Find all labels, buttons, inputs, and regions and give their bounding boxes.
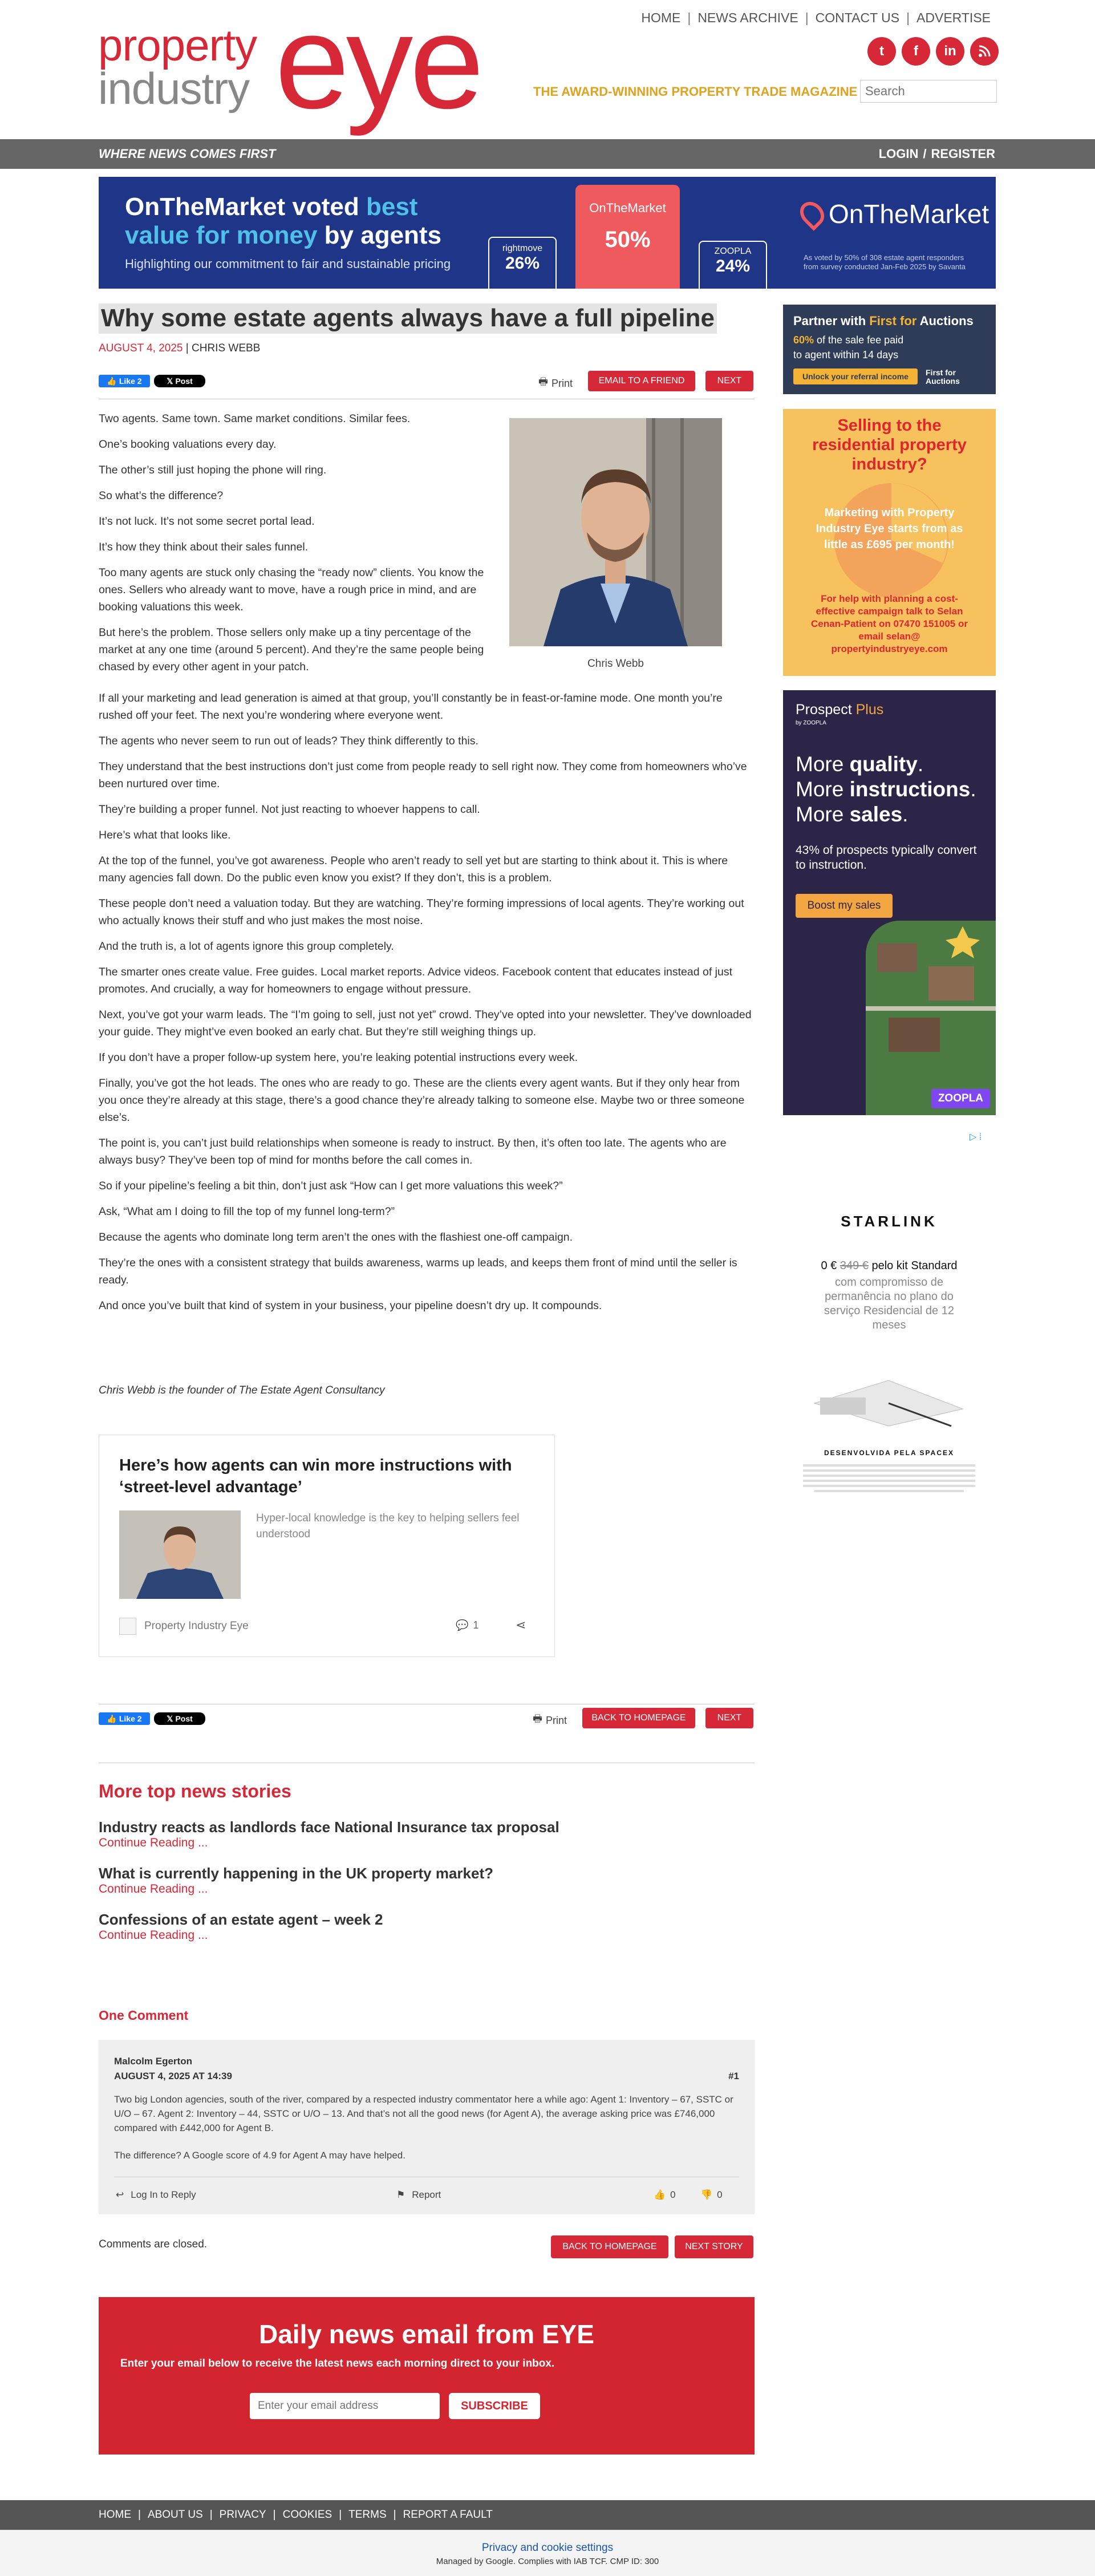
- comment-text: Two big London agencies, south of the river, compared by a respected industry commentator here a while ago: Agent 1: Inventory – 67, SSTC or U/O – 67. Agent 2: Inventory – 44, SSTC or U/O – 13. And that’s not all the good news (for Agent A), the average asking price was £746,000 compared with £442,000 for Agent B.: [114, 2094, 733, 2133]
- comment-icon: 💬: [456, 1619, 469, 1631]
- printer-icon: 🖶: [538, 376, 548, 387]
- social-links: [867, 37, 999, 66]
- article-body-bottom: [99, 690, 755, 1323]
- otm-brand-text: OnTheMarket: [829, 199, 989, 229]
- more-stories-list: [99, 1818, 755, 1957]
- story-title[interactable]: What is currently happening in the UK property market?: [99, 1865, 493, 1882]
- thumbs-up-icon: 👍: [107, 1714, 117, 1723]
- comments-closed: Comments are closed.: [99, 2238, 208, 2250]
- footer: [0, 2500, 1095, 2530]
- email-to-friend-button[interactable]: EMAIL TO A FRIEND: [588, 371, 695, 391]
- auctions-cta[interactable]: Unlock your referral income: [793, 368, 918, 384]
- embed-thumbnail: [119, 1510, 241, 1599]
- paragraph: One’s booking valuations every day.: [99, 438, 277, 451]
- paragraph: They’re building a proper funnel. Not just reacting to whoever happens to call.: [99, 803, 480, 816]
- author-photo: [509, 418, 722, 646]
- otm-box: [575, 185, 680, 289]
- embed-title[interactable]: Here’s how agents can win more instructions with ‘street-level advantage’: [119, 1456, 512, 1496]
- zoopla-label: ZOOPLA: [714, 246, 752, 256]
- next-button[interactable]: NEXT: [705, 371, 753, 391]
- slogan: WHERE NEWS COMES FIRST: [99, 147, 276, 161]
- newsletter-signup: [99, 2297, 755, 2455]
- paragraph: Next, you’ve got your warm leads. The “I’m going to sell, just not yet” crowd. They’ve opted into your newsletter. They’ve downloaded your guide. They might’ve even booked an early chat. But they’re still weighing things up.: [99, 1008, 752, 1038]
- footer-report-fault[interactable]: REPORT A FAULT: [403, 2509, 493, 2521]
- article-title: Why some estate agents always have a full pipeline: [99, 303, 717, 334]
- location-pin-icon: [795, 197, 829, 230]
- login-link[interactable]: LOGIN: [878, 147, 919, 161]
- banner-footnote: As voted by 50% of 308 estate agent responders from survey conducted Jan-Feb 2025 by Savanta: [804, 253, 966, 271]
- paragraph: Ask, “What am I doing to fill the top of my funnel long-term?”: [99, 1205, 395, 1218]
- article-body-top: [99, 410, 489, 684]
- more-stories-heading: More top news stories: [99, 1781, 291, 1801]
- share-icon[interactable]: ⋖: [516, 1618, 526, 1632]
- prospect-plus-ad[interactable]: Prospect Plus by ZOOPLA More quality. More instructions. More sales. 43% of prospects typically convert to instruction. Boost my sales ZOOPLA: [783, 690, 996, 1115]
- continue-reading-link[interactable]: Continue Reading ...: [99, 1882, 208, 1895]
- comment-text: The difference? A Google score of 4.9 for Agent A may have helped.: [114, 2150, 405, 2161]
- next-button[interactable]: NEXT: [705, 1708, 753, 1728]
- footer-privacy[interactable]: PRIVACY: [219, 2509, 266, 2521]
- paragraph: It’s how they think about their sales funnel.: [99, 541, 309, 553]
- print-button[interactable]: 🖶 Print: [538, 375, 573, 392]
- x-icon: 𝕏: [167, 1714, 173, 1723]
- paragraph: It’s not luck. It’s not some secret portal lead.: [99, 515, 315, 528]
- reply-icon: ↩: [116, 2189, 124, 2200]
- search-input[interactable]: [860, 80, 997, 103]
- otm-brand: [801, 199, 989, 229]
- rightmove-pct: 26%: [505, 254, 540, 273]
- thumbs-up-icon: 👍: [107, 376, 117, 386]
- story-item: [99, 1818, 755, 1865]
- article-date: AUGUST 4, 2025: [99, 342, 183, 354]
- zoopla-pct: 24%: [715, 257, 751, 276]
- paragraph: Because the agents who dominate long term aren’t the ones with the flashiest one-off campaign.: [99, 1231, 573, 1244]
- thumbs-up-icon: 👍: [654, 2189, 666, 2200]
- cmp-notice: Managed by Google. Complies with IAB TCF. CMP ID: 300: [436, 2557, 659, 2566]
- comment-date: AUGUST 4, 2025 AT 14:39: [114, 2071, 232, 2081]
- paragraph: So what’s the difference?: [99, 489, 224, 502]
- author-bio: Chris Webb is the founder of The Estate Agent Consultancy: [99, 1384, 385, 1396]
- paragraph: These people don’t need a valuation today. But they are watching. They’re forming impressions of local agents. They’re working out who actually knows their stuff and who just makes the most noise.: [99, 897, 744, 927]
- continue-reading-link[interactable]: Continue Reading ...: [99, 1929, 208, 1942]
- paragraph: The point is, you can’t just build relationships when someone is ready to instruct. By then, it’s often too late. The agents who are always busy? They’ve been top of mind for months before the call comes in.: [99, 1137, 727, 1167]
- adchoices-icon[interactable]: ▷ ⁞: [970, 1132, 982, 1142]
- aerial-photo: [866, 921, 996, 1115]
- nav-home[interactable]: HOME: [641, 10, 681, 25]
- embed-comments[interactable]: 💬 1: [456, 1619, 479, 1631]
- footer-terms[interactable]: TERMS: [348, 2509, 387, 2521]
- tagline: THE AWARD-WINNING PROPERTY TRADE MAGAZINE: [533, 84, 858, 99]
- footer-links: HOME | ABOUT US | PRIVACY | COOKIES | TERMS | REPORT A FAULT: [99, 2509, 493, 2521]
- paragraph: The other’s still just hoping the phone will ring.: [99, 464, 327, 476]
- ad-contact: For help with planning a cost-effective campaign talk to Selan Cenan-Patient on 07470 151005 or email selan@ propertyindustryeye.com: [811, 593, 968, 654]
- article-meta: AUGUST 4, 2025 | CHRIS WEBB: [99, 342, 261, 354]
- prospect-brand: Prospect Plus: [796, 702, 884, 718]
- footer-cookies[interactable]: COOKIES: [282, 2509, 332, 2521]
- prospect-stat: 43% of prospects typically convert to instruction.: [796, 844, 977, 872]
- paragraph: At the top of the funnel, you’ve got awareness. People who aren’t ready to sell yet but are starting to think about it. This is where many agencies fall down. Do the public even know you exist? If they don’t, this is a problem.: [99, 854, 728, 884]
- onthemarket-banner[interactable]: [99, 177, 996, 289]
- paragraph: Finally, you’ve got the hot leads. The ones who are ready to go. These are the clients every agent wants. But if they only hear from you once they’re already at this stage, there’s a good chance they’re already talking to someone else. Maybe two or three someone else’s.: [99, 1077, 745, 1124]
- facebook-like-button[interactable]: 👍 Like 2: [99, 1712, 150, 1725]
- article-author[interactable]: CHRIS WEBB: [192, 342, 261, 354]
- x-icon: 𝕏: [167, 376, 173, 386]
- embed-excerpt: Hyper-local knowledge is the key to helping sellers feel understood: [256, 1512, 520, 1540]
- starlink-sub: com compromisso de permanência no plano do serviço Residencial de 12 meses: [824, 1276, 954, 1331]
- logo-industry-text: industry: [98, 63, 250, 114]
- starlink-dish-graphic: [809, 1369, 968, 1432]
- printer-icon: 🖶: [533, 1713, 542, 1724]
- facebook-like-button[interactable]: 👍 Like 2: [99, 375, 150, 387]
- back-to-homepage-button[interactable]: BACK TO HOMEPAGE: [551, 2235, 668, 2258]
- thumbs-down-icon: 👎: [700, 2189, 713, 2200]
- zoopla-box: [699, 241, 767, 289]
- ad-body: Marketing with Property Industry Eye starts from as little as £695 per month!: [816, 507, 963, 551]
- starlink-fine-print: [803, 1461, 975, 1513]
- top-nav: HOME | NEWS ARCHIVE | CONTACT US | ADVERTISE: [641, 10, 991, 25]
- paragraph: Here’s what that looks like.: [99, 829, 231, 841]
- comment-number: #1: [728, 2071, 739, 2081]
- auth-links: LOGIN / REGISTER: [878, 147, 995, 161]
- logo-eye-text: eye: [275, 0, 481, 136]
- rss-icon[interactable]: [970, 37, 999, 66]
- story-title[interactable]: Confessions of an estate agent – week 2: [99, 1911, 383, 1928]
- paragraph: Two agents. Same town. Same market conditions. Similar fees.: [99, 412, 411, 425]
- footer-home[interactable]: HOME: [99, 2509, 131, 2521]
- back-to-homepage-button[interactable]: BACK TO HOMEPAGE: [582, 1708, 695, 1728]
- reply-button[interactable]: ↩ Log In to Reply: [116, 2189, 196, 2200]
- nav-news-archive[interactable]: NEWS ARCHIVE: [697, 10, 798, 25]
- banner-line-1: OnTheMarket voted best: [125, 193, 418, 221]
- embed-source[interactable]: Property Industry Eye: [119, 1618, 249, 1635]
- footer-about-us[interactable]: ABOUT US: [147, 2509, 203, 2521]
- newsletter-email-input[interactable]: [250, 2393, 440, 2419]
- ad-heading: Selling to the residential property industry?: [812, 416, 967, 473]
- top-bar: [0, 139, 1095, 169]
- continue-reading-link[interactable]: Continue Reading ...: [99, 1836, 208, 1849]
- nav-contact-us[interactable]: CONTACT US: [815, 10, 900, 25]
- logo[interactable]: [98, 0, 481, 136]
- auctions-line3: to agent within 14 days: [793, 349, 899, 361]
- paragraph: The smarter ones create value. Free guides. Local market reports. Advice videos. Facebook content that educates instead of just promotes. And crucially, a way for homeowners to engage without pressure.: [99, 966, 733, 995]
- story-item: [99, 1911, 755, 1957]
- facebook-icon[interactable]: f: [902, 37, 930, 66]
- site-favicon-icon: [119, 1618, 136, 1635]
- paragraph: They understand that the best instructions don’t just come from people ready to sell right now. They come from homeowners who’ve been nurtured over time.: [99, 760, 747, 790]
- next-story-button[interactable]: NEXT STORY: [675, 2235, 753, 2258]
- print-button[interactable]: 🖶 Print: [533, 1712, 567, 1729]
- banner-line-2: value for money by agents: [125, 221, 442, 249]
- linkedin-icon[interactable]: in: [936, 37, 964, 66]
- paragraph: But here’s the problem. Those sellers only make up a tiny percentage of the market at any one time (around 5 percent). And they’re the same people being chased by every other agent in your patch.: [99, 626, 484, 673]
- subscribe-button[interactable]: SUBSCRIBE: [449, 2393, 540, 2419]
- paragraph: If you don’t have a proper follow-up system here, you’re leaking potential instructions every week.: [99, 1051, 578, 1064]
- upvote-button[interactable]: 👍 0: [654, 2189, 676, 2200]
- starlink-price: 0 € 349 € pelo kit Standard: [821, 1259, 958, 1272]
- comment-author: Malcolm Egerton: [114, 2056, 192, 2067]
- starlink-ad[interactable]: [797, 1209, 981, 1517]
- prospect-by: by ZOOPLA: [796, 720, 826, 726]
- spacex-label: DESENVOLVIDA PELA SPACEX: [824, 1449, 955, 1457]
- otm-label: OnTheMarket: [589, 201, 666, 215]
- paragraph: And once you’ve built that kind of system in your business, your pipeline doesn’t dry up. It compounds.: [99, 1299, 602, 1312]
- downvote-button[interactable]: 👎 0: [700, 2189, 723, 2200]
- logo-property-text: property: [98, 20, 257, 70]
- flag-icon: ⚑: [396, 2189, 405, 2200]
- privacy-settings-link[interactable]: Privacy and cookie settings: [481, 2542, 614, 2554]
- otm-pct: 50%: [605, 227, 651, 252]
- x-post-button[interactable]: 𝕏 Post: [154, 375, 205, 387]
- paragraph: And the truth is, a lot of agents ignore this group completely.: [99, 940, 394, 953]
- x-post-button[interactable]: 𝕏 Post: [154, 1712, 205, 1725]
- zoopla-badge: ZOOPLA: [931, 1089, 990, 1108]
- register-link[interactable]: REGISTER: [931, 147, 995, 161]
- advertise-with-us-ad[interactable]: [783, 409, 996, 676]
- newsletter-title: Daily news email from EYE: [258, 2319, 594, 2349]
- story-title[interactable]: Industry reacts as landlords face National Insurance tax proposal: [99, 1818, 559, 1836]
- starlink-brand: STARLINK: [841, 1213, 938, 1230]
- comment: [99, 2040, 755, 2214]
- paragraph: Too many agents are stuck only chasing the “ready now” clients. You know the ones. Sellers who already want to move, have a rough price in mind, and are booking valuations this week.: [99, 566, 484, 613]
- paragraph: They’re the ones with a consistent strategy that builds awareness, warms up leads, and keeps them front of mind until the seller is ready.: [99, 1257, 737, 1286]
- comments-heading: One Comment: [99, 2008, 189, 2023]
- consent-bar: [0, 2530, 1095, 2576]
- photo-caption: Chris Webb: [587, 658, 644, 670]
- paragraph: If all your marketing and lead generation is aimed at that group, you’ll constantly be in feast-or-famine mode. One month you’re rushed off your feet. The next you’re wondering where everyone went.: [99, 692, 723, 722]
- boost-sales-button[interactable]: Boost my sales: [796, 894, 893, 918]
- paragraph: The agents who never seem to run out of leads? They think differently to this.: [99, 735, 478, 747]
- twitter-icon[interactable]: t: [867, 37, 896, 66]
- banner-subtitle: Highlighting our commitment to fair and sustainable pricing: [125, 257, 451, 271]
- embedded-post-card[interactable]: [99, 1435, 555, 1657]
- rightmove-box: [488, 237, 557, 289]
- auctions-logo: First for Auctions: [926, 368, 960, 386]
- paragraph: So if your pipeline’s feeling a bit thin, don’t just ask “How can I get more valuations this week?”: [99, 1180, 563, 1192]
- rightmove-label: rightmove: [502, 244, 543, 253]
- nav-advertise[interactable]: ADVERTISE: [916, 10, 991, 25]
- report-button[interactable]: ⚑ Report: [396, 2189, 441, 2200]
- newsletter-subtitle: Enter your email below to receive the latest news each morning direct to your inbox.: [120, 2358, 555, 2370]
- auctions-ad[interactable]: Partner with First for Auctions 60% of the sale fee paid to agent within 14 days Unlock your referral income First for Auctions: [783, 305, 996, 394]
- story-item: [99, 1865, 755, 1911]
